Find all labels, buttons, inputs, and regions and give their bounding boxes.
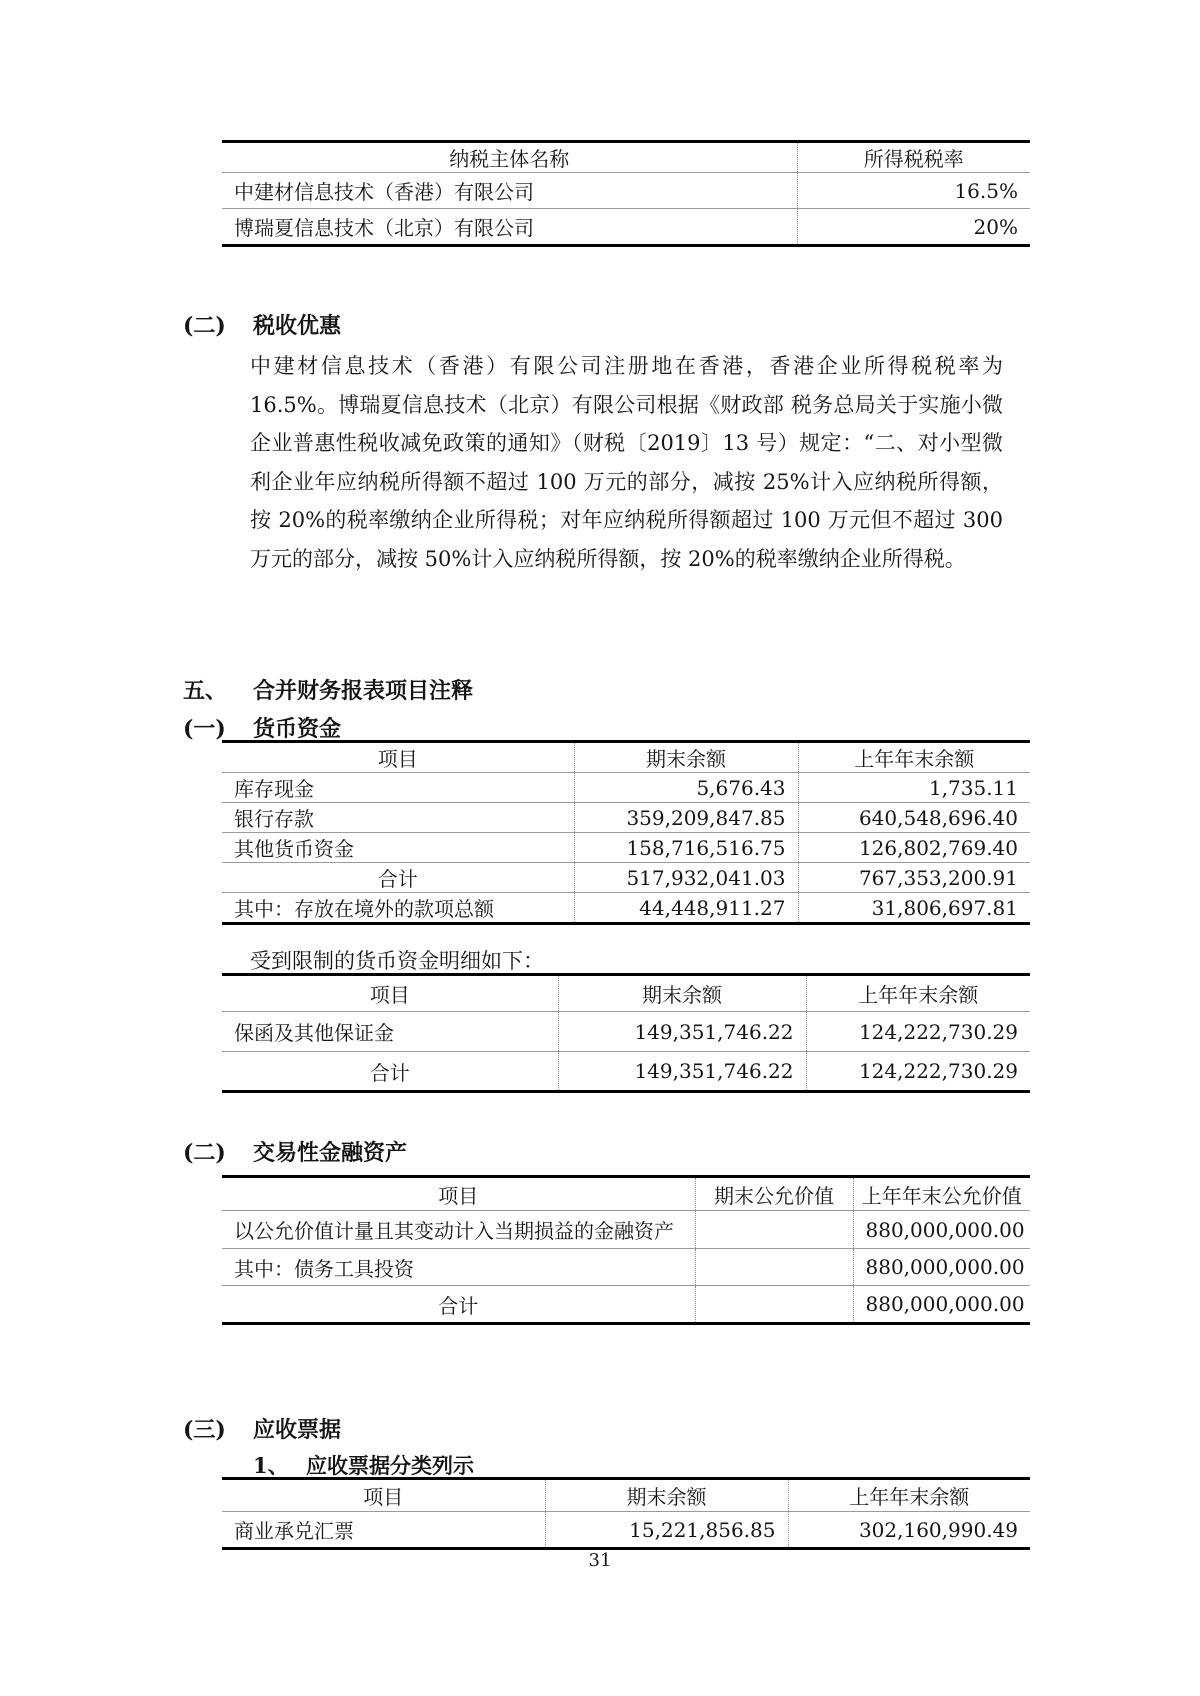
notes-receivable-table	[222, 1477, 1030, 1550]
table-row	[222, 1211, 1030, 1249]
table-cell: 44,448,911.27	[574, 893, 798, 924]
section-heading-notes	[183, 674, 473, 705]
monetary-funds-table	[222, 740, 1030, 925]
table-row	[222, 833, 1030, 863]
column-header: 上年年末公允价值	[853, 1177, 1030, 1211]
table-cell: 银行存款	[222, 803, 574, 833]
table-row	[222, 773, 1030, 803]
table-cell: 合计	[222, 1286, 695, 1324]
section-number: (二)	[183, 313, 226, 339]
table-cell: 合计	[222, 1052, 558, 1092]
column-header: 项目	[438, 1183, 479, 1208]
table-cell: 20%	[797, 209, 1030, 246]
table-row	[222, 803, 1030, 833]
section-heading-tax-preference	[183, 309, 341, 340]
table-cell	[695, 1286, 853, 1324]
page-number: 31	[588, 1550, 612, 1571]
column-header: 期末公允价值	[695, 1177, 853, 1211]
tax-entities-table	[222, 140, 1030, 247]
table-header-row	[222, 742, 1030, 773]
table-header-row	[222, 1177, 1030, 1211]
table-header-row	[222, 1479, 1030, 1512]
column-header: 上年年末余额	[788, 1479, 1030, 1512]
subsection-title: 应收票据分类列示	[306, 1453, 474, 1478]
table-cell: 359,209,847.85	[574, 803, 798, 833]
section-heading-monetary-funds	[183, 712, 341, 743]
tax-preference-paragraph: 中建材信息技术（香港）有限公司注册地在香港，香港企业所得税税率为 16.5%。博瑞夏信息技术（北京）有限公司根据《财政部 税务总局关于实施小微企业普惠性税收减免政策的通知》（财税〔2019〕13 号）规定：“二、对小型微利企业年应纳税所得额不超过 100 万元的部分，减按 25%计入应纳税所得额，按 20%的税率缴纳企业所得税；对年应纳税所得额超过 100 万元但不超过 300 万元的部分，减按 50%计入应纳税所得额，按 20%的税率缴纳企业所得税。	[250, 354, 1003, 571]
column-header: 项目	[369, 983, 410, 1007]
table-cell: 1,735.11	[798, 773, 1030, 803]
table-row	[222, 173, 1030, 209]
table-cell: 302,160,990.49	[788, 1512, 1030, 1549]
column-header: 项目	[377, 747, 418, 771]
table-cell	[695, 1249, 853, 1286]
table-cell: 中建材信息技术（香港）有限公司	[222, 173, 797, 209]
section-title: 合并财务报表项目注释	[253, 678, 474, 704]
restricted-funds-intro: 受到限制的货币资金明细如下：	[250, 949, 544, 973]
subsection-number: 1、	[253, 1453, 289, 1478]
column-header: 上年年末余额	[806, 975, 1030, 1012]
table-cell: 库存现金	[222, 773, 574, 803]
section-number: (三)	[183, 1417, 226, 1443]
table-cell	[695, 1211, 853, 1249]
column-header: 期末余额	[545, 1479, 788, 1512]
table-cell: 合计	[222, 863, 574, 893]
table-row	[222, 893, 1030, 924]
section-number: (一)	[183, 716, 226, 742]
table-cell: 其他货币资金	[222, 833, 574, 863]
subsection-heading-bills-classification	[253, 1450, 474, 1480]
section-heading-notes-receivable	[183, 1413, 341, 1444]
table-cell: 880,000,000.00	[853, 1211, 1030, 1249]
section-title: 货币资金	[253, 716, 342, 742]
table-header-row	[222, 142, 1030, 173]
table-cell: 保函及其他保证金	[222, 1012, 558, 1052]
table-cell: 149,351,746.22	[558, 1052, 806, 1092]
table-cell: 其中：债务工具投资	[222, 1249, 695, 1286]
table-row-total	[222, 1052, 1030, 1092]
column-header: 期末余额	[574, 742, 798, 773]
table-row	[222, 1512, 1030, 1549]
section-title: 应收票据	[253, 1417, 342, 1443]
table-row	[222, 1012, 1030, 1052]
table-cell: 149,351,746.22	[558, 1012, 806, 1052]
table-cell: 以公允价值计量且其变动计入当期损益的金融资产	[222, 1211, 695, 1249]
column-header: 上年年末余额	[798, 742, 1030, 773]
restricted-funds-table	[222, 973, 1030, 1093]
table-cell: 商业承兑汇票	[222, 1512, 545, 1549]
table-row-total	[222, 1286, 1030, 1324]
table-cell: 15,221,856.85	[545, 1512, 788, 1549]
table-cell: 16.5%	[797, 173, 1030, 209]
column-header: 期末余额	[558, 975, 806, 1012]
table-row	[222, 1249, 1030, 1286]
table-cell: 5,676.43	[574, 773, 798, 803]
table-cell: 880,000,000.00	[853, 1249, 1030, 1286]
section-number: (二)	[183, 1140, 226, 1166]
table-cell: 767,353,200.91	[798, 863, 1030, 893]
table-cell: 158,716,516.75	[574, 833, 798, 863]
table-cell: 31,806,697.81	[798, 893, 1030, 924]
table-row-total	[222, 863, 1030, 893]
column-header: 纳税主体名称	[449, 147, 570, 171]
section-title: 交易性金融资产	[253, 1140, 408, 1166]
table-cell: 博瑞夏信息技术（北京）有限公司	[222, 209, 797, 246]
table-cell: 126,802,769.40	[798, 833, 1030, 863]
section-number: 五、	[183, 678, 228, 704]
trading-assets-table	[222, 1175, 1030, 1325]
table-cell: 640,548,696.40	[798, 803, 1030, 833]
table-cell: 517,932,041.03	[574, 863, 798, 893]
table-cell: 880,000,000.00	[853, 1286, 1030, 1324]
table-cell: 124,222,730.29	[806, 1012, 1030, 1052]
section-heading-trading-assets	[183, 1136, 407, 1167]
table-row	[222, 209, 1030, 246]
table-cell: 其中：存放在境外的款项总额	[222, 893, 574, 924]
section-title: 税收优惠	[253, 313, 342, 339]
table-cell: 124,222,730.29	[806, 1052, 1030, 1092]
column-header: 项目	[363, 1485, 404, 1509]
column-header: 所得税税率	[797, 142, 1030, 173]
table-header-row	[222, 975, 1030, 1012]
